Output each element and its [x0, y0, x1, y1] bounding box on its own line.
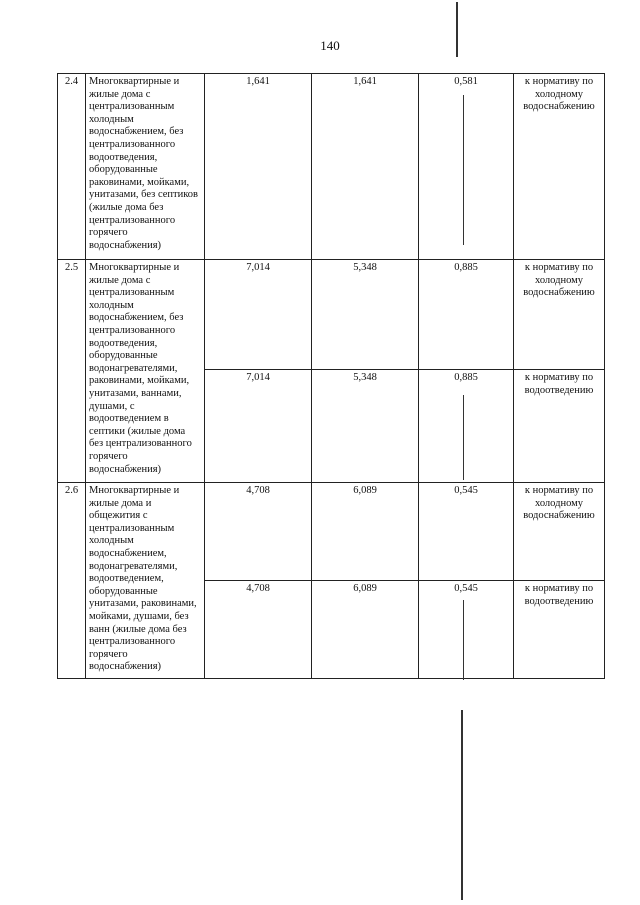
value-cell-3: 0,545 [419, 483, 514, 581]
note-cell: к нормативу по водоотведению [514, 370, 605, 483]
note-cell: к нормативу по холодному водоснабжению [514, 483, 605, 581]
value-cell-1: 4,708 [205, 483, 312, 581]
value-cell-3: 0,545 [419, 581, 514, 679]
scan-artifact-line [463, 395, 464, 480]
description-cell: Многоквартирные и жилые дома с централизованным холодным водоснабжением, без централизованного водоотведения, оборудованные водонагревателями, раковинами, мойками, унитазами, ваннами, душами, с водоотведением в септики (жилые дома без централизованного горячего водоснабжения) [86, 260, 205, 483]
scan-artifact-line [456, 2, 458, 57]
table-row [58, 260, 605, 370]
value-cell-1: 7,014 [205, 370, 312, 483]
note-cell: к нормативу по водоотведению [514, 581, 605, 679]
page-number: 140 [320, 38, 340, 53]
scan-artifact-line [461, 710, 463, 900]
value-cell-3: 0,885 [419, 370, 514, 483]
description-cell: Многоквартирные и жилые дома и общежития с централизованным холодным водоснабжением, водонагревателями, водоотведением, оборудованные унитазами, раковинами, мойками, душами, без ванн (жилые дома без централизованного горячего водоснабжения) [86, 483, 205, 679]
value-cell-3: 0,885 [419, 260, 514, 370]
row-number-cell: 2.5 [58, 260, 86, 483]
scan-artifact-line [463, 600, 464, 680]
value-cell-2: 6,089 [312, 581, 419, 679]
value-cell-2: 6,089 [312, 483, 419, 581]
value-cell-1: 4,708 [205, 581, 312, 679]
value-cell-2: 5,348 [312, 260, 419, 370]
norms-table [57, 73, 605, 679]
value-cell-2: 1,641 [312, 74, 419, 260]
value-cell-1: 1,641 [205, 74, 312, 260]
scan-artifact-line [463, 95, 464, 245]
row-number-cell: 2.6 [58, 483, 86, 679]
row-number-cell: 2.4 [58, 74, 86, 260]
note-cell: к нормативу по холодному водоснабжению [514, 260, 605, 370]
value-cell-2: 5,348 [312, 370, 419, 483]
description-cell: Многоквартирные и жилые дома с централизованным холодным водоснабжением, без централизованного водоотведения, оборудованные раковинами, мойками, унитазами, без септиков (жилые дома без централизованного горячего водоснабжения) [86, 74, 205, 260]
value-cell-3: 0,581 [419, 74, 514, 260]
value-cell-1: 7,014 [205, 260, 312, 370]
table-row [58, 483, 605, 581]
table-row [58, 74, 605, 260]
note-cell: к нормативу по холодному водоснабжению [514, 74, 605, 260]
